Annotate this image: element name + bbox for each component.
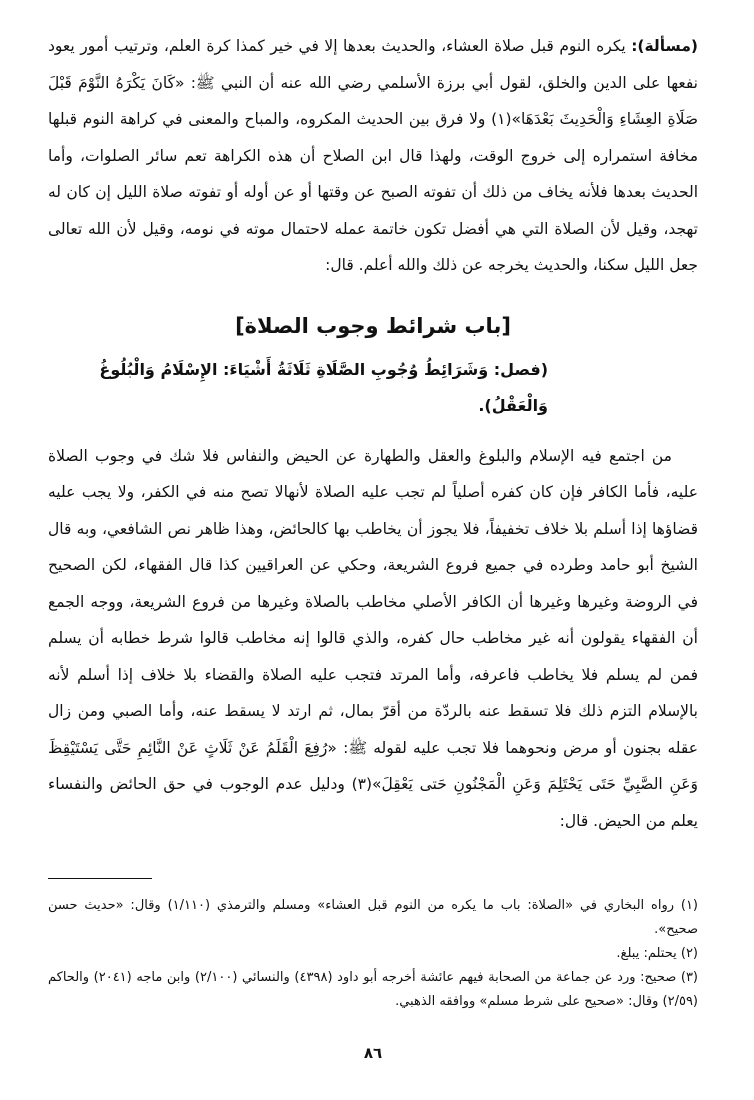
chapter-title: [باب شرائط وجوب الصلاة] <box>235 313 511 338</box>
footnote-2: (٢) يحتلم: يبلغ. <box>616 946 698 961</box>
book-page <box>48 28 699 1062</box>
section-label: (فصل: <box>493 359 548 379</box>
page-number: ٨٦ <box>363 1044 383 1062</box>
footnotes <box>48 894 698 1014</box>
intro-text: يكره النوم قبل صلاة العشاء، والحديث بعدها إلا في خير كمذا كرة العلم، وترتيب أمور يعود نفعها على الدين والخلق، لقول أبي برزة الأسلمي رضي الله عنه أن النبي ﷺ: «كَانَ يَكْرَهُ النَّوْمَ قَبْلَ صَلَاةِ العِشَاءِ وَالْحَدِيثَ بَعْدَهَا»(١) ولا فرق بين الحديث المكروه، والمباح والمعنى في كراهة النوم قبلها مخافة استمراره إلى خروج الوقت، ولهذا قال ابن الصلاح أن هذه الكراهة تعم سائر الصلوات، وأما الحديث بعدها فلأنه يخاف من ذلك أن تفوته الصبح عن وقتها أو عن أوله أو تفوته صلاة الليل إن كان له تهجد، وقيل لأن الصلاة التي هي أفضل تكون خاتمة عمله لاحتمال موته في نومه، وقيل لأن الله تعالى جعل الليل سكنا، والحديث يخرجه عن ذلك والله أعلم. قال: <box>48 37 699 274</box>
section-heading <box>48 352 698 424</box>
footnote-3: (٣) صحيح: ورد عن جماعة من الصحابة فيهم عائشة أخرجه أبو داود (٤٣٩٨) والنسائي (٢/١٠٠) وابن ماجه (٢٠٤١) والحاكم (٢/٥٩) وقال: «صحيح على شرط مسلم» ووافقه الذهبي. <box>48 970 698 1009</box>
footnote-separator <box>48 878 152 879</box>
section-matn: وَشَرَائِطُ وُجُوبِ الصَّلَاةِ ثَلَاثَةُ أَشْيَاءَ: الإِسْلَامُ وَالْبُلُوغُ وَالْعَقْلُ). <box>99 359 548 415</box>
footnote-1: (١) رواه البخاري في «الصلاة: باب ما يكره من النوم قبل العشاء» ومسلم والترمذي (١/١١٠) وقال: «حديث حسن صحيح». <box>48 898 698 937</box>
intro-paragraph <box>48 28 698 284</box>
issue-label: (مسألة): <box>631 37 698 55</box>
main-paragraph: من اجتمع فيه الإسلام والبلوغ والعقل والطهارة عن الحيض والنفاس فلا شك في وجوب الصلاة عليه، فأما الكافر فإن كان كفره أصلياً لم تجب عليه الصلاة لأنهالا تصح منه في الكفر، ولا يجب عليه قضاؤها إذا أسلم بلا خلاف تخفيفاً، فلا يجوز أن يخاطب بها كالحائض، وهذا ظاهر نص الشافعي، وبه قال الشيخ أبو حامد وطرده في جميع فروع الشريعة، وحكي عن العراقيين كذا قال الفقهاء، لكن الصحيح في الروضة وغيرها وغيرها أن الكافر الأصلي مخاطب بالصلاة وغيرها من فروع الشريعة، ووجه الجمع أن الفقهاء يقولون أنه غير مخاطب حال كفره، والذي قالوا إنه مخاطب قالوا شرط خطابه أن يسلم فمن لم يسلم فلا يخاطب فاعرفه، وأما المرتد فتجب عليه الصلاة والقضاء بلا خلاف إذا أسلم لأنه بالإسلام التزم ذلك فلا تسقط عنه بالردّة من أقرّ بمال، ثم ارتد لا يسقط عنه، وأما الصبي ومن زال عقله بجنون أو مرض ونحوهما فلا تجب عليه لقوله ﷺ: «رُفِعَ الْقَلَمُ عَنْ ثَلَاثٍ عَنْ النَّائِمِ حَتَّى يَسْتَيْقِظَ وَعَنِ الصَّبِيِّ حَتَى يَحْتَلِمَ وَعَنِ الْمَجْنُونِ حَتى يَعْقِلَ»(٣) ودليل عدم الوجوب في حق الحائض والنفساء يعلم من الحيض. قال: <box>48 446 698 830</box>
